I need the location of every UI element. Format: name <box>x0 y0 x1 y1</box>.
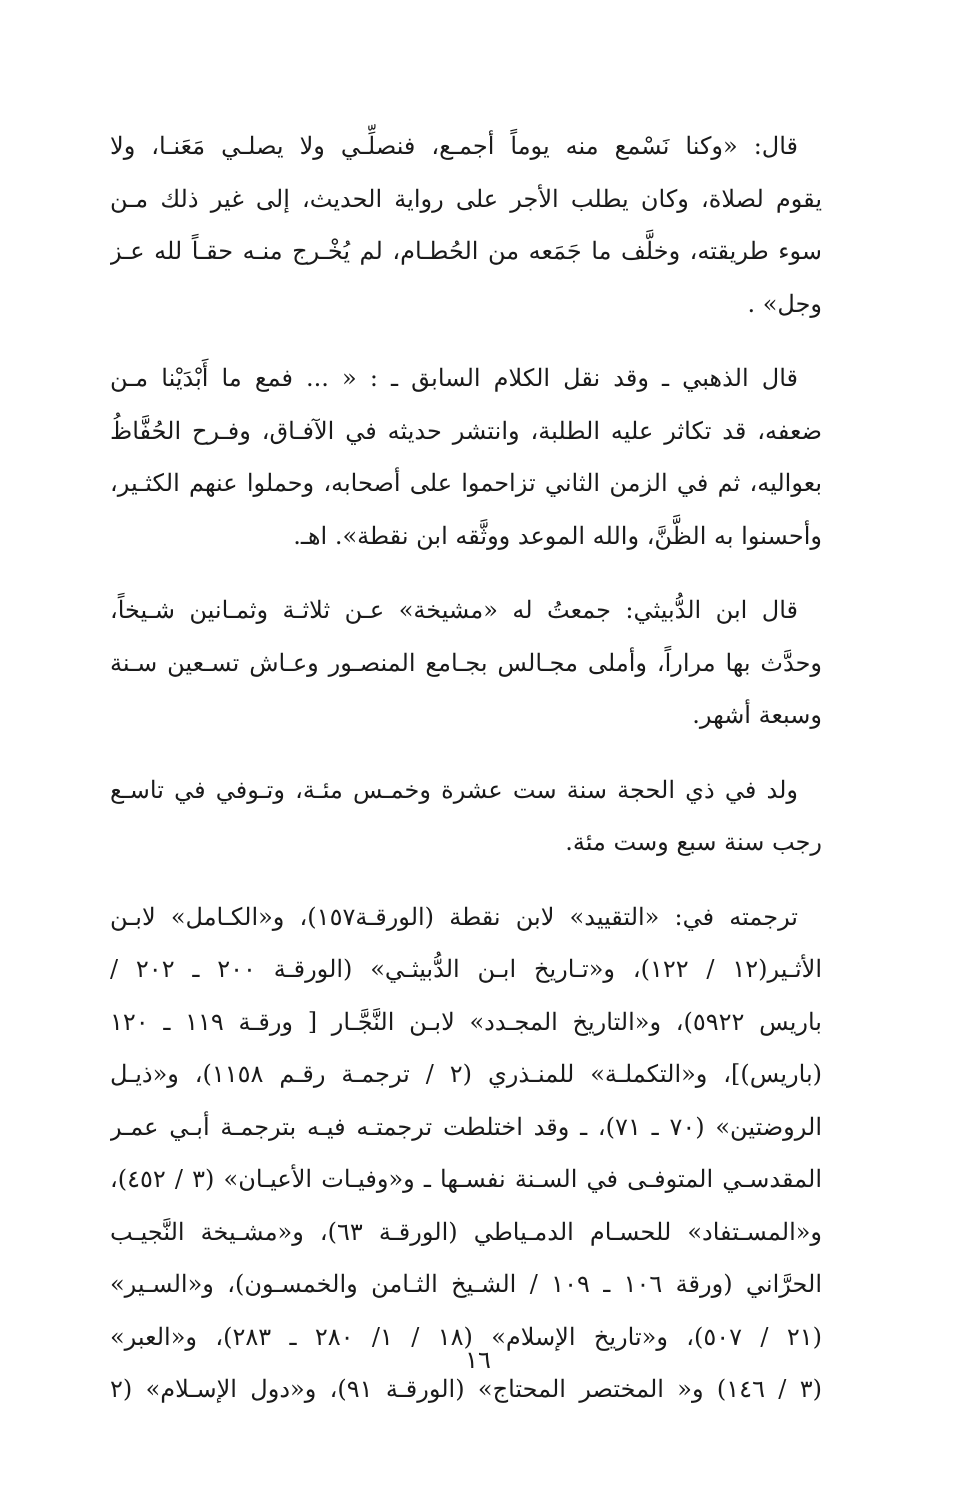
paragraph-birth-death <box>110 764 822 869</box>
text-line: باريس ٥٩٢٢)، و«التاريخ المجـدد» لابـن النَّجَّـار [ ورقـة ١١٩ ـ ١٢٠ <box>110 1007 822 1036</box>
text-line: ترجمته في: «التقييد» لابن نقطة (الورقـة١٥٧)، و«الكـامل» لابـن <box>110 902 798 931</box>
text-line: الحرَّاني (ورقة ١٠٦ ـ ١٠٩ / الشـيخ الثـامن والخمسـون)، و«السـير» <box>110 1270 822 1298</box>
text-line: بعواليه، ثم في الزمن الثاني تزاحموا على أصحابه، وحملوا عنهم الكثـير، <box>110 469 822 497</box>
text-line: وسبعة أشهر. <box>692 701 822 729</box>
text-line: (٣ / ١٤٦) و« المختصر المحتاج» (الورقـة ٩١)، و«دول الإسـلام» (٢ <box>110 1375 822 1403</box>
text-line: وأحسنوا به الظَّنَّ، والله الموعد ووثَّقه ابن نقطة». اهـ. <box>293 521 822 550</box>
text-line: الأثـير(١٢ / ١٢٢)، و«تـاريخ ابـن الدُّبيثـي» (الورقـة ٢٠٠ ـ ٢٠٢ / <box>110 955 822 983</box>
paragraph-dubaythi <box>110 584 822 742</box>
text-line: قال: «وكنا نَسْمع منه يوماً أجمـع، فنصلِّـي ولا يصلـي مَعَنـا، ولا <box>110 132 798 160</box>
body-text <box>110 120 822 1438</box>
text-line: يقوم لصلاة، وكان يطلب الأجر على رواية الحديث، إلى غير ذلك مـن <box>110 184 822 213</box>
text-line: (باريس)]، و«التكملـة» للمنـذري (٢ / ترجمـة رقـم ١١٥٨)، و«ذيـل <box>110 1060 822 1088</box>
text-line: المقدسـي المتوفـى في السـنة نفسـها ـ و«وفيـات الأعيـان» (٣ / ٤٥٢)، <box>110 1165 822 1193</box>
text-line: الروضتين» (٧٠ ـ ٧١)، ـ وقد اختلطت ترجمتـه فيـه بترجمـة أبـي عمـر <box>110 1112 822 1141</box>
text-line: قال ابن الدُّبيثي: جمعتُ له «مشيخة» عـن ثلاثـة وثمـانين شـيخاً، <box>110 596 798 624</box>
text-line: ضعفه، قد تكاثر عليه الطلبة، وانتشر حديثه في الآفـاق، وفـرح الحُفَّاظُ <box>110 416 822 445</box>
text-line: وجل» . <box>747 289 822 318</box>
paragraph-sources <box>110 891 822 1416</box>
text-line: قال الذهبي ـ وقد نقل الكلام السابق ـ : « ... فمع ما أَبْدَيْنا مـن <box>110 364 798 392</box>
paragraph-quote-1 <box>110 120 822 330</box>
text-line: رجب سنة سبع وست مئة. <box>565 828 822 856</box>
text-line: وحدَّث بها مراراً، وأملى مجـالس بجـامع المنصـور وعـاش تسـعين سـنة <box>110 648 822 677</box>
page-number: ١٦ <box>465 1346 491 1374</box>
text-line: و«المسـتفاد» للحسـام الدمـياطي (الورقـة ٦٣)، و«مشـيخة النَّجيـب <box>110 1217 822 1246</box>
text-line: سوء طريقته، وخلَّف ما جَمَعه من الحُطـام، لم يُخْـرج منـه حقـاً لله عـز <box>110 237 822 265</box>
text-line: ولد في ذي الحجة سنة ست عشرة وخمـس مئـة، وتـوفي في تاسـع <box>110 775 798 804</box>
paragraph-dhahabi <box>110 352 822 562</box>
text-line: (٢١ / ٥٠٧)، و«تاريخ الإسلام» (١٨ / ١/ ٢٨٠ ـ ٢٨٣)، و«العبر» <box>110 1322 822 1351</box>
